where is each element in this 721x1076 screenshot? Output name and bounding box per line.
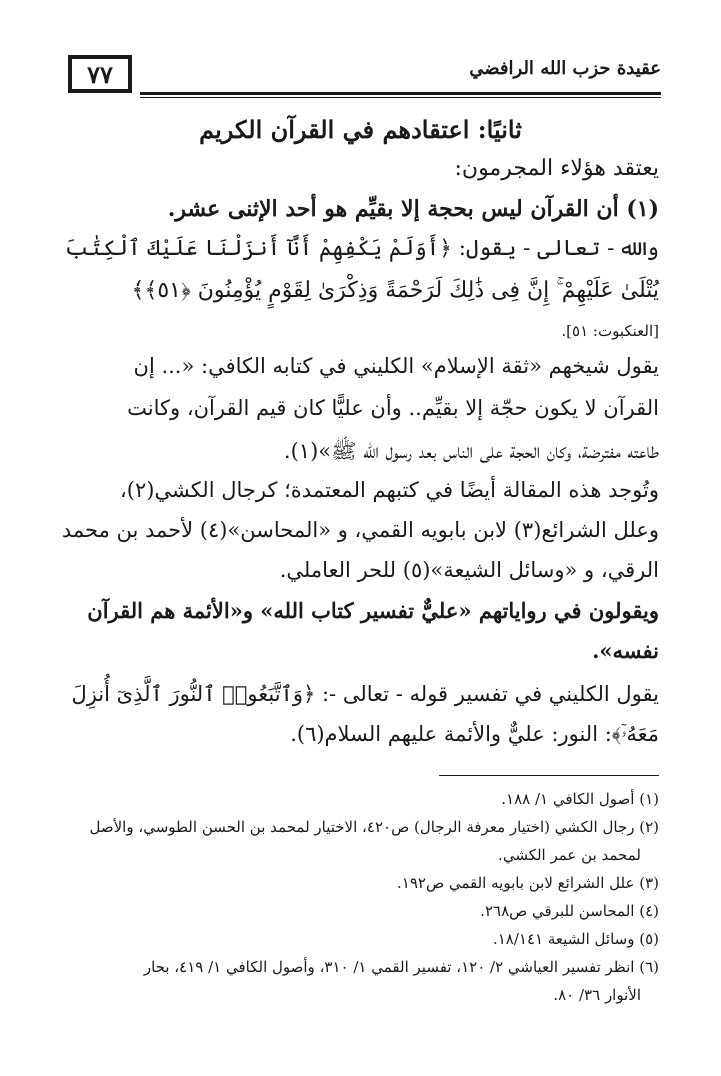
quran-verse-part2: يُتْلَىٰ عَلَيْهِمْ ۚ إِنَّ فِى ذَٰلِكَ لَرَحْمَةً وَذِكْرَىٰ لِقَوْمٍ يُؤْمِنُونَ ﴿٥١﴾﴾	[131, 278, 659, 303]
para1-line1: يقول شيخهم «ثقة الإسلام» الكليني في كتابه الكافي: «... إن	[133, 354, 659, 378]
para3-line2: نفسه».	[592, 638, 659, 663]
footnote-3: (٣) علل الشرائع لابن بابويه القمي ص١٩٢.	[396, 874, 659, 892]
intro-line: يعتقد هؤلاء المجرمون:	[454, 156, 659, 181]
para4-intro: يقول الكليني في تفسير قوله - تعالى -:	[321, 682, 659, 706]
para1-line3: طاعته مفترضة، وكان الحجة على الناس بعد رسول الله ﷺ»(١).	[283, 439, 659, 463]
footnote-5: (٥) وسائل الشيعة ١٨/١٤١.	[492, 930, 659, 948]
para2-line2: وعلل الشرائع(٣) لابن بابويه القمي، و «المحاسن»(٤) لأحمد بن محمد	[61, 518, 659, 542]
footnote-2-cont: لمحمد بن عمر الكشي.	[498, 846, 641, 864]
footnote-6: (٦) انظر تفسير العياشي ٢/ ١٢٠، تفسير القمي ١/ ٣١٠، وأصول الكافي ١/ ٤١٩، بحار	[143, 958, 659, 976]
para4-line2: مَعَهُۥٓ﴾: النور: عليٌّ والأئمة عليهم السلام(٦).	[290, 722, 659, 746]
footnote-6-cont: الأنوار ٣٦/ ٨٠.	[553, 986, 641, 1004]
para2-line1: وتُوجد هذه المقالة أيضًا في كتبهم المعتمدة؛ كرجال الكشي(٢)،	[120, 478, 659, 502]
para1-line2: القرآن لا يكون حجّة إلا بقيِّم.. وأن عليًّا كان قيم القرآن، وكانت	[127, 396, 659, 420]
page-number: ٧٧	[68, 55, 132, 93]
verse-reference: [العنكبوت: ٥١].	[561, 322, 659, 340]
verse-intro: والله - تعالى - يقول:	[458, 236, 659, 261]
para3-line1: ويقولون في رواياتهم «عليٌّ تفسير كتاب الله» و«الأئمة هم القرآن	[87, 598, 659, 623]
para4-line1	[71, 682, 659, 706]
point-one: (١) أن القرآن ليس بحجة إلا بقيِّم هو أحد الإثنى عشر.	[167, 196, 659, 222]
footnote-4: (٤) المحاسن للبرقي ص٢٦٨.	[480, 902, 659, 920]
header-rule	[140, 92, 661, 95]
footnote-2: (٢) رجال الكشي (اختيار معرفة الرجال) ص٤٢٠، الاختيار لمحمد بن الحسن الطوسي، والأصل	[89, 818, 659, 836]
header-rule-thin	[140, 97, 661, 98]
running-title: عقيدة حزب الله الرافضي	[469, 58, 661, 79]
quran-verse-part1: ﴿أَوَلَمْ يَكْفِهِمْ أَنَّآ أَنزَلْنَا عَلَيْكَ ٱلْكِتَٰبَ	[64, 236, 452, 261]
footnote-1: (١) أصول الكافي ١/ ١٨٨.	[501, 790, 659, 808]
quran-verse-nur: ﴿وَٱتَّبَعُوا۟ ٱلنُّورَ ٱلَّذِىٓ أُنزِلَ	[71, 682, 316, 706]
para2-line3: الرقي، و «وسائل الشيعة»(٥) للحر العاملي.	[279, 558, 659, 582]
verse-line-1	[65, 236, 659, 261]
section-title: ثانيًا: اعتقادهم في القرآن الكريم	[199, 115, 522, 144]
footnote-separator	[439, 775, 659, 776]
